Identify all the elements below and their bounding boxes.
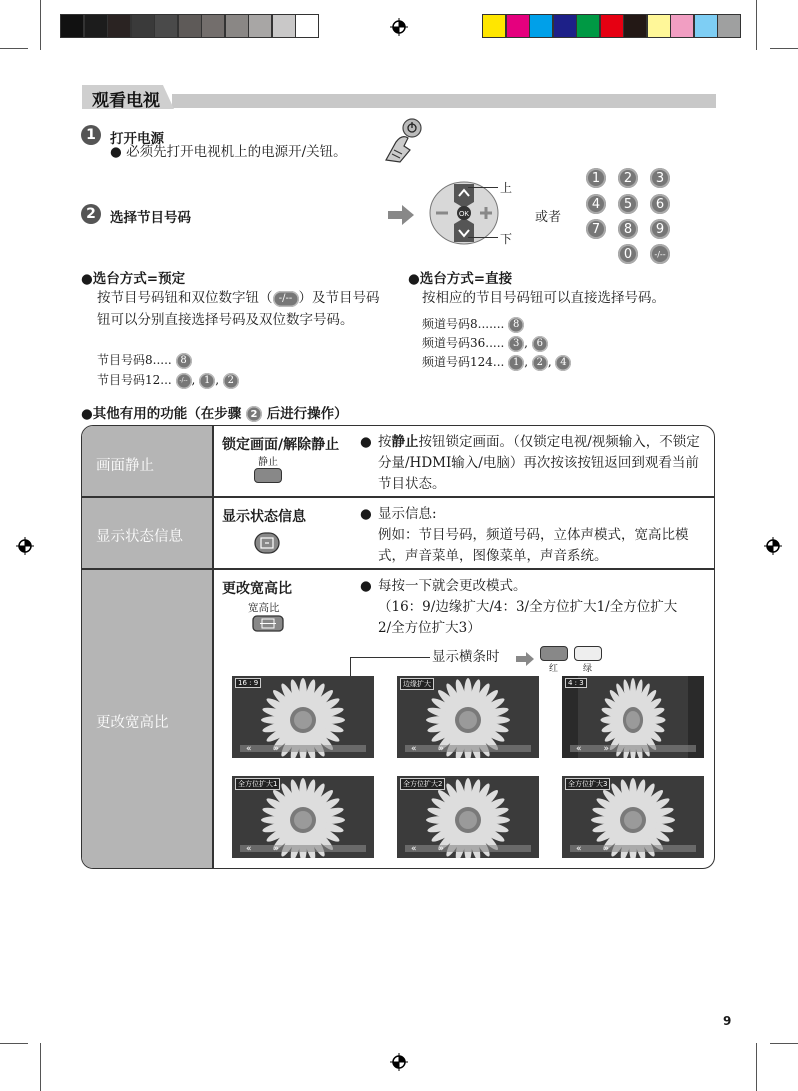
color-swatch xyxy=(694,14,718,38)
thumbnail-arrows: «» xyxy=(246,844,302,854)
direct-example-1 xyxy=(422,315,524,333)
section-header-rule xyxy=(172,94,716,108)
red-button-icon xyxy=(540,646,568,661)
gray-swatch xyxy=(225,14,249,38)
table-label-column xyxy=(82,426,212,868)
thumbnail-arrows: «» xyxy=(246,744,302,754)
freeze-key-label: 静止 xyxy=(258,457,278,468)
direct-example-2-text: 频道号码36..... xyxy=(422,336,505,350)
leader-line xyxy=(468,187,498,188)
dual-digit-key-icon: -/-- xyxy=(273,291,299,307)
key-icon: 8 xyxy=(508,317,524,333)
crop-mark xyxy=(756,1043,757,1091)
aspect-button-icon xyxy=(252,615,284,632)
thumbnail-arrows: «» xyxy=(411,844,467,854)
gray-swatch xyxy=(154,14,178,38)
aspect-thumbnail xyxy=(562,776,704,858)
gray-swatch xyxy=(272,14,296,38)
direct-description: 按相应的节目号码钮可以直接选择号码。 xyxy=(422,290,665,306)
aspect-key-label: 宽高比 xyxy=(248,602,280,614)
table-divider xyxy=(212,426,214,868)
green-button-icon xyxy=(574,646,602,661)
key-icon: 2 xyxy=(223,373,239,389)
aspect-thumbnail xyxy=(562,676,704,758)
leader-line xyxy=(468,237,498,238)
table-row-divider xyxy=(82,496,714,498)
aspect-mode-label: 16 : 9 xyxy=(235,678,261,688)
thumbnail-arrows: «» xyxy=(576,844,632,854)
feature-title-freeze: 锁定画面/解除静止 xyxy=(222,437,340,453)
crop-mark xyxy=(0,48,28,49)
step-2-mini-badge: 2 xyxy=(246,406,262,422)
row-label-status: 显示状态信息 xyxy=(96,529,183,545)
bullet-icon: ● xyxy=(408,271,420,287)
key-icon: 1 xyxy=(508,355,524,371)
feature-title-status: 显示状态信息 xyxy=(222,509,306,525)
bar-leader-line xyxy=(350,657,430,658)
aspect-mode-label: 全方位扩大1 xyxy=(235,778,280,790)
other-functions-heading xyxy=(81,402,348,422)
down-label: 下 xyxy=(500,232,513,246)
row-label-aspect: 更改宽高比 xyxy=(96,715,169,731)
step-1-note xyxy=(110,141,347,163)
preset-heading xyxy=(81,267,185,287)
registration-mark-icon xyxy=(390,18,408,36)
direct-example-3: 频道号码124... 1 , 2 , 4 xyxy=(422,353,571,371)
color-swatch xyxy=(482,14,506,38)
preset-example-1 xyxy=(97,351,192,369)
number-key-6: 6 xyxy=(650,194,670,214)
other-title-pre: 其他有用的功能（在步骤 xyxy=(92,406,242,422)
svg-text:OK: OK xyxy=(458,211,470,218)
key-icon: 2 xyxy=(532,355,548,371)
number-key-7: 7 xyxy=(586,219,606,239)
gray-swatch xyxy=(178,14,202,38)
preset-desc-1: 按节目号码钮和双位数字钮（ xyxy=(97,290,273,306)
aspect-mode-label: 全方位扩大3 xyxy=(565,778,610,790)
crop-mark xyxy=(770,48,798,49)
red-label: 红 xyxy=(549,664,559,674)
preset-example-2-text: 节目号码12... xyxy=(97,373,172,387)
gray-swatch xyxy=(107,14,131,38)
number-key-4: 4 xyxy=(586,194,606,214)
key-icon: 1 xyxy=(199,373,215,389)
direct-example-1-text: 频道号码8....... xyxy=(422,317,505,331)
gray-swatch xyxy=(84,14,108,38)
aspect-thumbnail xyxy=(232,776,374,858)
direct-example-2: 频道号码36..... 3 , 6 xyxy=(422,334,548,352)
crop-mark xyxy=(0,1043,28,1044)
color-swatch xyxy=(670,14,694,38)
freeze-desc-post: 按钮锁定画面。（仅锁定电视/视频输入，不锁定分量/HDMI输入/电脑）再次按该按钮返回到观看当前节目状态。 xyxy=(378,434,700,492)
gray-swatch xyxy=(295,14,319,38)
section-title: 观看电视 xyxy=(92,91,160,111)
aspect-mode-label: 4 : 3 xyxy=(565,678,587,688)
or-label: 或者 xyxy=(535,210,562,225)
gray-swatch xyxy=(248,14,272,38)
crop-mark xyxy=(40,0,41,50)
status-desc-line1: 显示信息: xyxy=(378,506,437,522)
aspect-mode-label: 边缘扩大 xyxy=(400,678,434,690)
freeze-description-body xyxy=(378,432,700,495)
number-key-1: 1 xyxy=(586,168,606,188)
bullet-icon: ● xyxy=(81,271,93,287)
registration-mark-icon xyxy=(390,1053,408,1071)
up-label: 上 xyxy=(500,181,513,195)
thumbnail-arrows: «» xyxy=(576,744,632,754)
number-key-2: 2 xyxy=(618,168,638,188)
preset-desc-2: ）及节目号码钮可以分别直接选择号码及双位数字号码。 xyxy=(97,290,380,328)
step-2-badge: 2 xyxy=(81,204,101,224)
aspect-description xyxy=(360,576,690,639)
key-icon: -/-- xyxy=(176,373,192,389)
number-key-8: 8 xyxy=(618,219,638,239)
aspect-desc-line2: （16：9/边缘扩大/4：3/全方位扩大1/全方位扩大2/全方位扩大3） xyxy=(378,599,678,636)
crop-mark xyxy=(40,1043,41,1091)
bullet-icon: ● xyxy=(360,578,372,594)
aspect-desc-line1: 每按一下就会更改模式。 xyxy=(378,578,527,594)
gray-swatch xyxy=(131,14,155,38)
color-swatch xyxy=(576,14,600,38)
color-swatch xyxy=(623,14,647,38)
step-1-title: 打开电源 xyxy=(110,131,164,147)
color-swatch xyxy=(600,14,624,38)
freeze-desc-bold: 静止 xyxy=(391,434,419,450)
step-1-badge: 1 xyxy=(81,125,101,145)
arrow-right-icon xyxy=(388,205,414,225)
number-key-5: 5 xyxy=(618,194,638,214)
bullet-icon: ● xyxy=(81,406,93,422)
aspect-thumbnail xyxy=(397,776,539,858)
color-swatch xyxy=(717,14,741,38)
bullet-icon: ● xyxy=(360,434,372,450)
crop-mark xyxy=(770,1043,798,1044)
gray-swatch xyxy=(201,14,225,38)
registration-mark-icon xyxy=(16,537,34,555)
table-row-divider xyxy=(82,568,714,570)
thumbnail-arrows: «» xyxy=(411,744,467,754)
number-key-dual: -/-- xyxy=(650,244,670,264)
power-button-hand-icon xyxy=(380,116,428,164)
color-swatch xyxy=(647,14,671,38)
step-1-note-text: 必须先打开电视机上的电源开/关钮。 xyxy=(126,144,347,160)
key-icon: 4 xyxy=(555,355,571,371)
step-2-title: 选择节目号码 xyxy=(110,210,191,226)
row-label-freeze: 画面静止 xyxy=(96,458,154,474)
bar-label: 显示横条时 xyxy=(432,649,500,665)
number-key-3: 3 xyxy=(650,168,670,188)
direct-title: 选台方式=直接 xyxy=(419,271,513,287)
aspect-thumbnail xyxy=(397,676,539,758)
page-number: 9 xyxy=(723,1014,732,1028)
freeze-description xyxy=(360,432,700,495)
other-title-post: 后进行操作） xyxy=(266,406,348,422)
freeze-desc-pre: 按 xyxy=(378,434,392,450)
key-icon: 3 xyxy=(508,336,524,352)
crop-mark xyxy=(756,0,757,50)
key-icon: 6 xyxy=(532,336,548,352)
registration-mark-icon xyxy=(764,537,782,555)
green-label: 绿 xyxy=(583,664,593,674)
bullet-icon: ● xyxy=(360,506,372,522)
key-icon: 8 xyxy=(176,353,192,369)
feature-title-aspect: 更改宽高比 xyxy=(222,581,292,597)
functions-table xyxy=(81,425,715,869)
gray-swatch xyxy=(60,14,84,38)
freeze-button-icon xyxy=(254,468,282,483)
color-swatch xyxy=(506,14,530,38)
preset-example-2: 节目号码12... -/-- , 1 , 2 xyxy=(97,371,239,389)
status-desc-line2: 例如：节目号码，频道号码，立体声模式，宽高比模式，声音菜单，图像菜单，声音系统。 xyxy=(378,527,689,564)
color-swatch xyxy=(529,14,553,38)
section-header xyxy=(82,85,716,109)
number-key-9: 9 xyxy=(650,219,670,239)
direct-heading xyxy=(408,267,512,287)
info-button-icon xyxy=(254,532,280,554)
arrow-right-icon xyxy=(516,652,534,666)
status-description xyxy=(360,504,700,567)
preset-description xyxy=(97,287,387,331)
number-key-0: 0 xyxy=(618,244,638,264)
color-swatch xyxy=(553,14,577,38)
direct-example-3-text: 频道号码124... xyxy=(422,355,505,369)
preset-example-1-text: 节目号码8..... xyxy=(97,353,172,367)
preset-title: 选台方式=预定 xyxy=(92,271,186,287)
aspect-mode-label: 全方位扩大2 xyxy=(400,778,445,790)
bullet-icon: ● xyxy=(110,144,122,160)
aspect-thumbnail xyxy=(232,676,374,758)
